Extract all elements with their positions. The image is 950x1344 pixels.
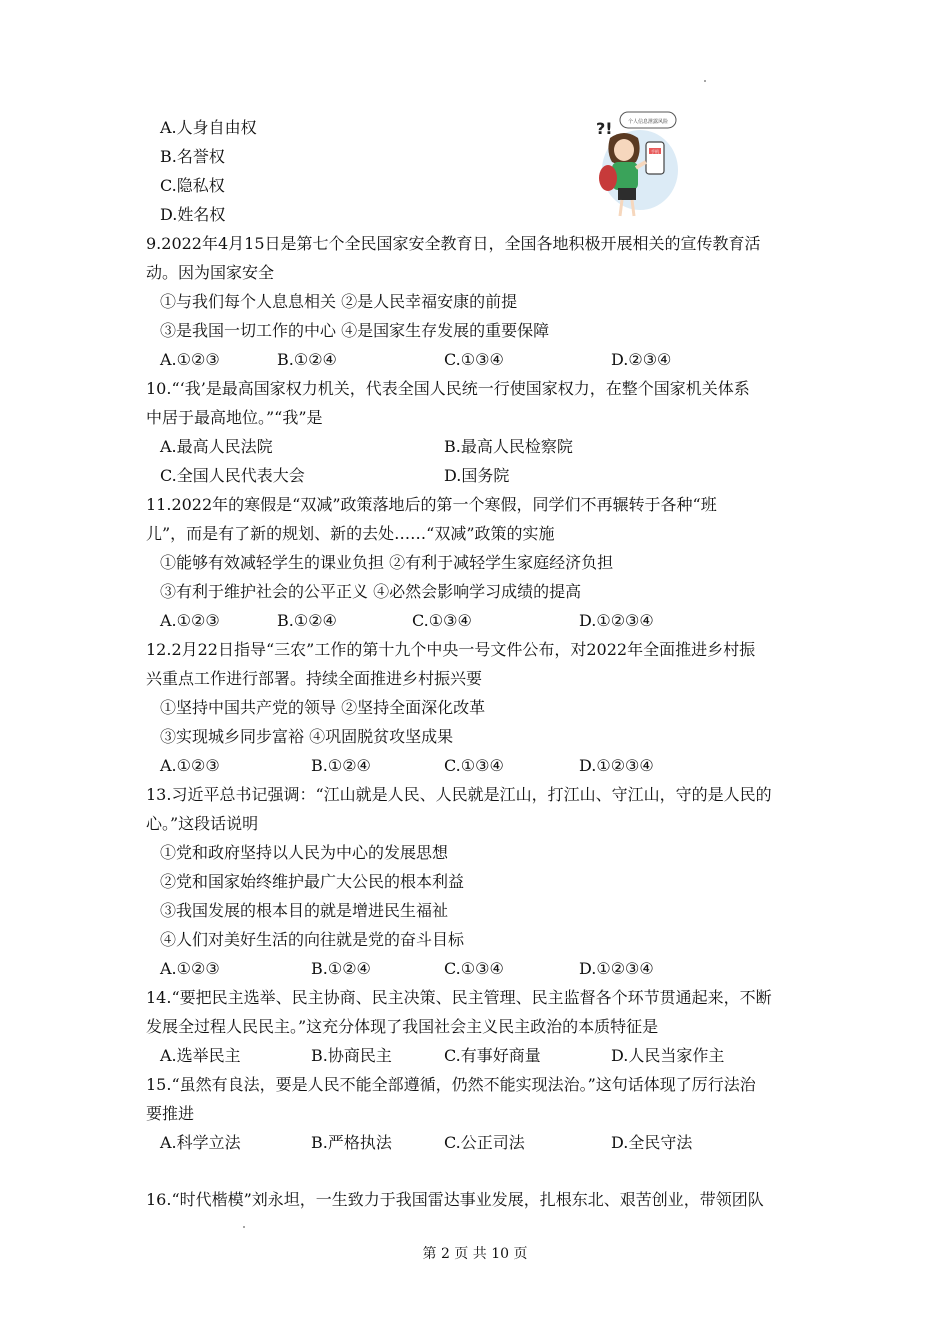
- q10-stem-line1: 10.“‘我’是最高国家权力机关，代表全国人民统一行使国家权力，在整个国家机关体系: [146, 379, 750, 398]
- q12-option-c: C.①③④: [444, 756, 504, 775]
- q12-stem-line1: 12.2月22日指导“三农”工作的第十九个中央一号文件公布，对2022年全面推进乡村振: [146, 640, 756, 659]
- q9-option-d: D.②③④: [611, 350, 672, 369]
- q11-item-line1: ①能够有效减轻学生的课业负担 ②有利于减轻学生家庭经济负担: [160, 553, 614, 572]
- q9-item-line1: ①与我们每个人息息相关 ②是人民幸福安康的前提: [160, 292, 518, 311]
- q13-item-line1: ①党和政府坚持以人民为中心的发展思想: [160, 843, 449, 862]
- q15-option-b: B.严格执法: [311, 1133, 392, 1152]
- q14-option-d: D.人民当家作主: [611, 1046, 725, 1065]
- q14-stem-line2: 发展全过程人民民主。”这充分体现了我国社会主义民主政治的本质特征是: [146, 1017, 659, 1036]
- phone-label: 手机: [651, 149, 659, 154]
- q13-option-a: A.①②③: [160, 959, 220, 978]
- q14-option-a: A.选举民主: [160, 1046, 241, 1065]
- q8-option-a: A.人身自由权: [160, 118, 257, 137]
- q12-option-b: B.①②④: [311, 756, 371, 775]
- q10-stem-line2: 中居于最高地位。”“我”是: [146, 408, 323, 427]
- q13-option-b: B.①②④: [311, 959, 371, 978]
- q14-option-b: B.协商民主: [311, 1046, 392, 1065]
- q12-option-a: A.①②③: [160, 756, 220, 775]
- q15-option-a: A.科学立法: [160, 1133, 241, 1152]
- q12-item-line1: ①坚持中国共产党的领导 ②坚持全面深化改革: [160, 698, 486, 717]
- q13-item-line3: ③我国发展的根本目的就是增进民生福祉: [160, 901, 449, 920]
- bubble-text: 个人信息泄露风险: [627, 119, 669, 125]
- q9-option-a: A.①②③: [160, 350, 220, 369]
- q13-option-c: C.①③④: [444, 959, 504, 978]
- q13-item-line4: ④人们对美好生活的向往就是党的奋斗目标: [160, 930, 465, 949]
- q13-item-line2: ②党和国家始终维护最广大公民的根本利益: [160, 872, 465, 891]
- q11-item-line2: ③有利于维护社会的公平正义 ④必然会影响学习成绩的提高: [160, 582, 582, 601]
- scan-speck: [243, 1226, 245, 1228]
- q9-stem-line1: 9.2022年4月15日是第七个全民国家安全教育日，全国各地积极开展相关的宣传教育活: [146, 234, 761, 253]
- q14-stem-line1: 14.“要把民主选举、民主协商、民主决策、民主管理、民主监督各个环节贯通起来，不断: [146, 988, 772, 1007]
- girl-with-phone-illustration-icon: [588, 108, 680, 224]
- q14-option-c: C.有事好商量: [444, 1046, 541, 1065]
- q10-option-d: D.国务院: [444, 466, 510, 485]
- q11-option-c: C.①③④: [412, 611, 472, 630]
- scan-speck: [704, 80, 706, 82]
- q11-stem-line1: 11.2022年的寒假是“双减”政策落地后的第一个寒假，同学们不再辗转于各种“班: [146, 495, 717, 514]
- q10-option-b: B.最高人民检察院: [444, 437, 573, 456]
- q12-item-line2: ③实现城乡同步富裕 ④巩固脱贫攻坚成果: [160, 727, 454, 746]
- q12-option-d: D.①②③④: [579, 756, 654, 775]
- q8-option-c: C.隐私权: [160, 176, 225, 195]
- q15-stem-line1: 15.“虽然有良法，要是人民不能全部遵循，仍然不能实现法治。”这句话体现了厉行法治: [146, 1075, 756, 1094]
- q13-option-d: D.①②③④: [579, 959, 654, 978]
- q13-stem-line2: 心。”这段话说明: [146, 814, 259, 833]
- q9-stem-line2: 动。因为国家安全: [146, 263, 275, 282]
- page-number-footer: 第 2 页 共 10 页: [422, 1246, 528, 1262]
- svg-text:?!: ?!: [596, 119, 613, 138]
- q9-item-line2: ③是我国一切工作的中心 ④是国家生存发展的重要保障: [160, 321, 550, 340]
- q10-option-a: A.最高人民法院: [160, 437, 273, 456]
- q13-stem-line1: 13.习近平总书记强调：“江山就是人民、人民就是江山，打江山、守江山，守的是人民的: [146, 785, 772, 804]
- q9-option-b: B.①②④: [277, 350, 337, 369]
- q15-stem-line2: 要推进: [146, 1104, 195, 1123]
- q8-option-b: B.名誉权: [160, 147, 225, 166]
- q15-option-d: D.全民守法: [611, 1133, 693, 1152]
- q11-option-b: B.①②④: [277, 611, 337, 630]
- q15-option-c: C.公正司法: [444, 1133, 525, 1152]
- q8-option-d: D.姓名权: [160, 205, 226, 224]
- q10-option-c: C.全国人民代表大会: [160, 466, 305, 485]
- q9-option-c: C.①③④: [444, 350, 504, 369]
- q12-stem-line2: 兴重点工作进行部署。持续全面推进乡村振兴要: [146, 669, 483, 688]
- q11-stem-line2: 儿”，而是有了新的规划、新的去处……“双减”政策的实施: [146, 524, 555, 543]
- q16-stem-line1: 16.“时代楷模”刘永坦，一生致力于我国雷达事业发展，扎根东北、艰苦创业，带领团队: [146, 1190, 764, 1209]
- q11-option-a: A.①②③: [160, 611, 220, 630]
- q11-option-d: D.①②③④: [579, 611, 654, 630]
